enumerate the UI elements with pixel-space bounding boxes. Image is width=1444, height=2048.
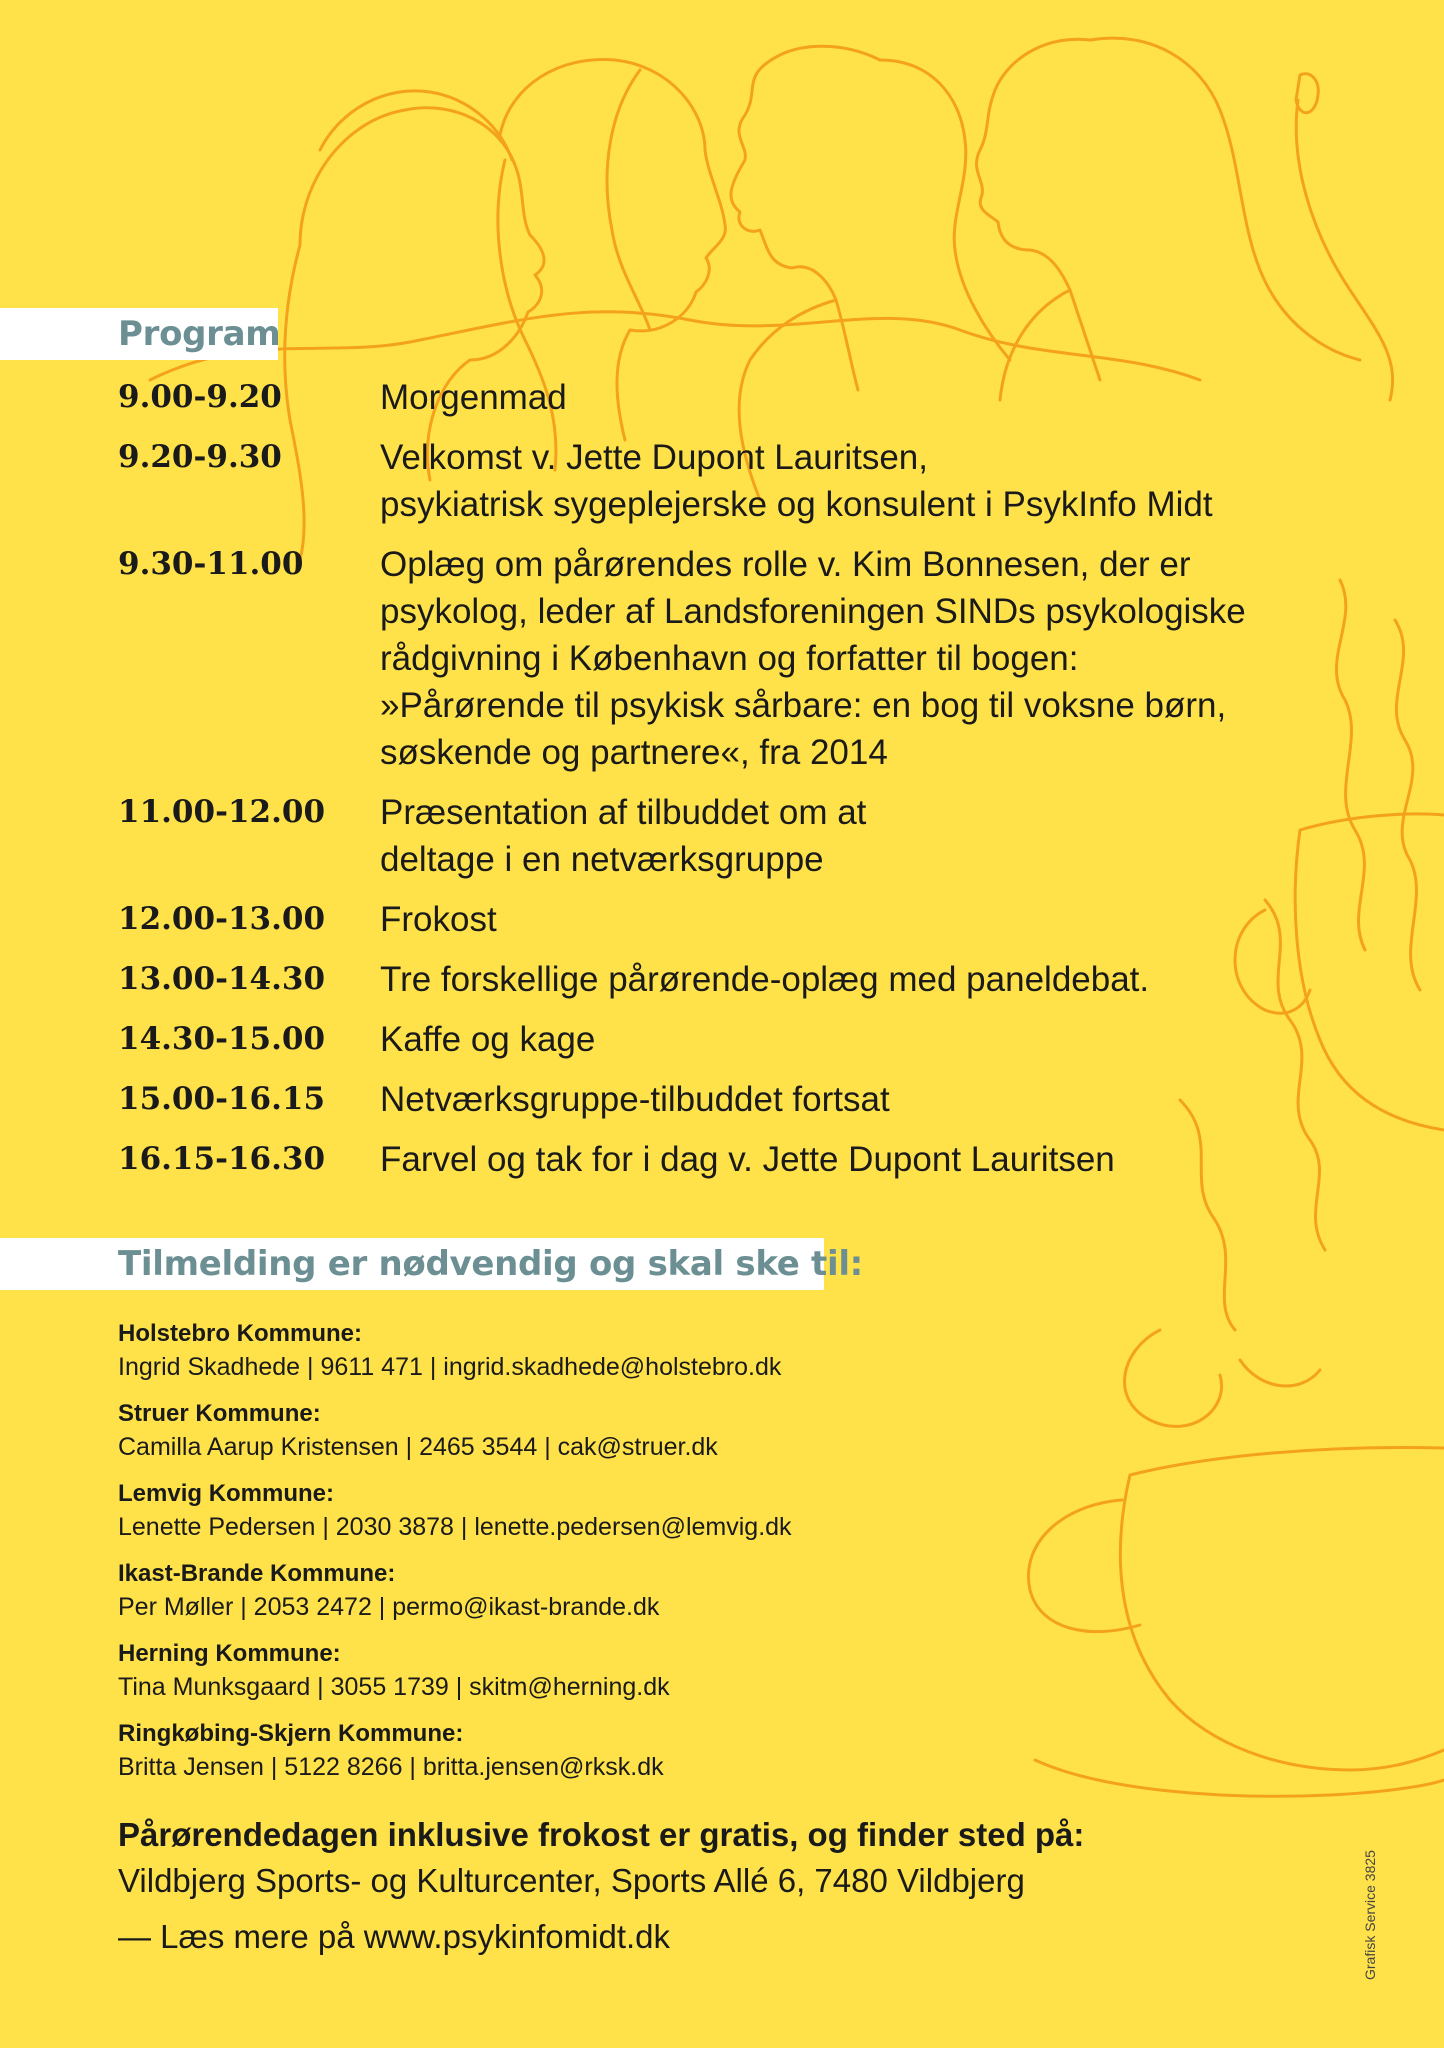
contact-item <box>118 1558 1018 1624</box>
print-credit: Grafisk Service 3825 <box>1362 1850 1378 1980</box>
schedule-line: Frokost <box>380 900 497 939</box>
schedule-row <box>118 1016 1338 1063</box>
schedule-time: 12.00-13.00 <box>118 901 326 937</box>
schedule-row <box>118 541 1338 776</box>
schedule-description <box>380 434 1213 528</box>
footer-title: Pårørendedagen inklusive frokost er gratis, og finder sted på: <box>118 1816 1085 1853</box>
contact-item <box>118 1478 1018 1544</box>
schedule-line: rådgivning i København og forfatter til bogen: <box>380 639 1079 678</box>
schedule-line: Velkomst v. Jette Dupont Lauritsen, <box>380 438 928 477</box>
schedule-line: psykiatrisk sygeplejerske og konsulent i PsykInfo Midt <box>380 485 1213 524</box>
schedule-description <box>380 956 1149 1003</box>
schedule-time: 11.00-12.00 <box>118 794 326 830</box>
schedule-line: Tre forskellige pårørende-oplæg med paneldebat. <box>380 960 1150 999</box>
contact-municipality: Ringkøbing-Skjern Kommune: <box>118 1720 464 1747</box>
schedule-description <box>380 789 866 883</box>
contact-item <box>118 1638 1018 1704</box>
contact-item <box>118 1398 1018 1464</box>
contact-details: Lenette Pedersen | 2030 3878 | lenette.pedersen@lemvig.dk <box>118 1513 792 1541</box>
schedule-description <box>380 1016 595 1063</box>
signup-heading-band <box>0 1238 863 1290</box>
contact-list <box>118 1318 1018 1798</box>
contact-municipality: Struer Kommune: <box>118 1400 321 1427</box>
schedule-line: søskende og partnere«, fra 2014 <box>380 733 888 772</box>
schedule-row <box>118 956 1338 1003</box>
program-heading-band <box>0 308 281 360</box>
website-link[interactable]: — Læs mere på www.psykinfomidt.dk <box>118 1918 671 1955</box>
contact-municipality: Ikast-Brande Kommune: <box>118 1560 396 1587</box>
contact-details: Tina Munksgaard | 3055 1739 | skitm@herning.dk <box>118 1673 670 1701</box>
schedule-time: 16.15-16.30 <box>118 1141 326 1177</box>
schedule-description <box>380 1076 890 1123</box>
contact-municipality: Holstebro Kommune: <box>118 1320 363 1347</box>
schedule-time: 9.20-9.30 <box>118 439 282 475</box>
schedule-time: 9.00-9.20 <box>118 379 282 415</box>
schedule-row <box>118 896 1338 943</box>
program-heading: Program <box>118 314 281 354</box>
contact-details: Per Møller | 2053 2472 | permo@ikast-brande.dk <box>118 1593 660 1621</box>
footer <box>118 1812 1218 1960</box>
schedule-line: Præsentation af tilbuddet om at <box>380 793 867 832</box>
schedule-row <box>118 1076 1338 1123</box>
schedule-time: 9.30-11.00 <box>118 546 304 582</box>
schedule-line: Morgenmad <box>380 378 567 417</box>
schedule-time: 13.00-14.30 <box>118 961 326 997</box>
program-schedule <box>118 374 1338 1196</box>
schedule-description <box>380 1136 1115 1183</box>
schedule-line: Farvel og tak for i dag v. Jette Dupont Lauritsen <box>380 1140 1115 1179</box>
schedule-line: Kaffe og kage <box>380 1020 596 1059</box>
contact-municipality: Lemvig Kommune: <box>118 1480 335 1507</box>
signup-heading: Tilmelding er nødvendig og skal ske til: <box>118 1244 863 1284</box>
schedule-description <box>380 896 497 943</box>
contact-item <box>118 1318 1018 1384</box>
schedule-description <box>380 374 567 421</box>
schedule-line: psykolog, leder af Landsforeningen SINDs psykologiske <box>380 592 1246 631</box>
schedule-line: Netværksgruppe-tilbuddet fortsat <box>380 1080 890 1119</box>
contact-details: Camilla Aarup Kristensen | 2465 3544 | cak@struer.dk <box>118 1433 718 1461</box>
schedule-row <box>118 374 1338 421</box>
contact-details: Ingrid Skadhede | 9611 471 | ingrid.skadhede@holstebro.dk <box>118 1353 782 1381</box>
schedule-time: 15.00-16.15 <box>118 1081 326 1117</box>
schedule-line: Oplæg om pårørendes rolle v. Kim Bonnesen, der er <box>380 545 1191 584</box>
schedule-time: 14.30-15.00 <box>118 1021 326 1057</box>
schedule-line: »Pårørende til psykisk sårbare: en bog til voksne børn, <box>380 686 1227 725</box>
contact-municipality: Herning Kommune: <box>118 1640 341 1667</box>
schedule-row <box>118 434 1338 528</box>
schedule-row <box>118 789 1338 883</box>
schedule-line: deltage i en netværksgruppe <box>380 840 824 879</box>
contact-details: Britta Jensen | 5122 8266 | britta.jensen@rksk.dk <box>118 1753 664 1781</box>
schedule-row <box>118 1136 1338 1183</box>
schedule-description <box>380 541 1246 776</box>
contact-item <box>118 1718 1018 1784</box>
venue-address: Vildbjerg Sports- og Kulturcenter, Sports Allé 6, 7480 Vildbjerg <box>118 1862 1025 1899</box>
